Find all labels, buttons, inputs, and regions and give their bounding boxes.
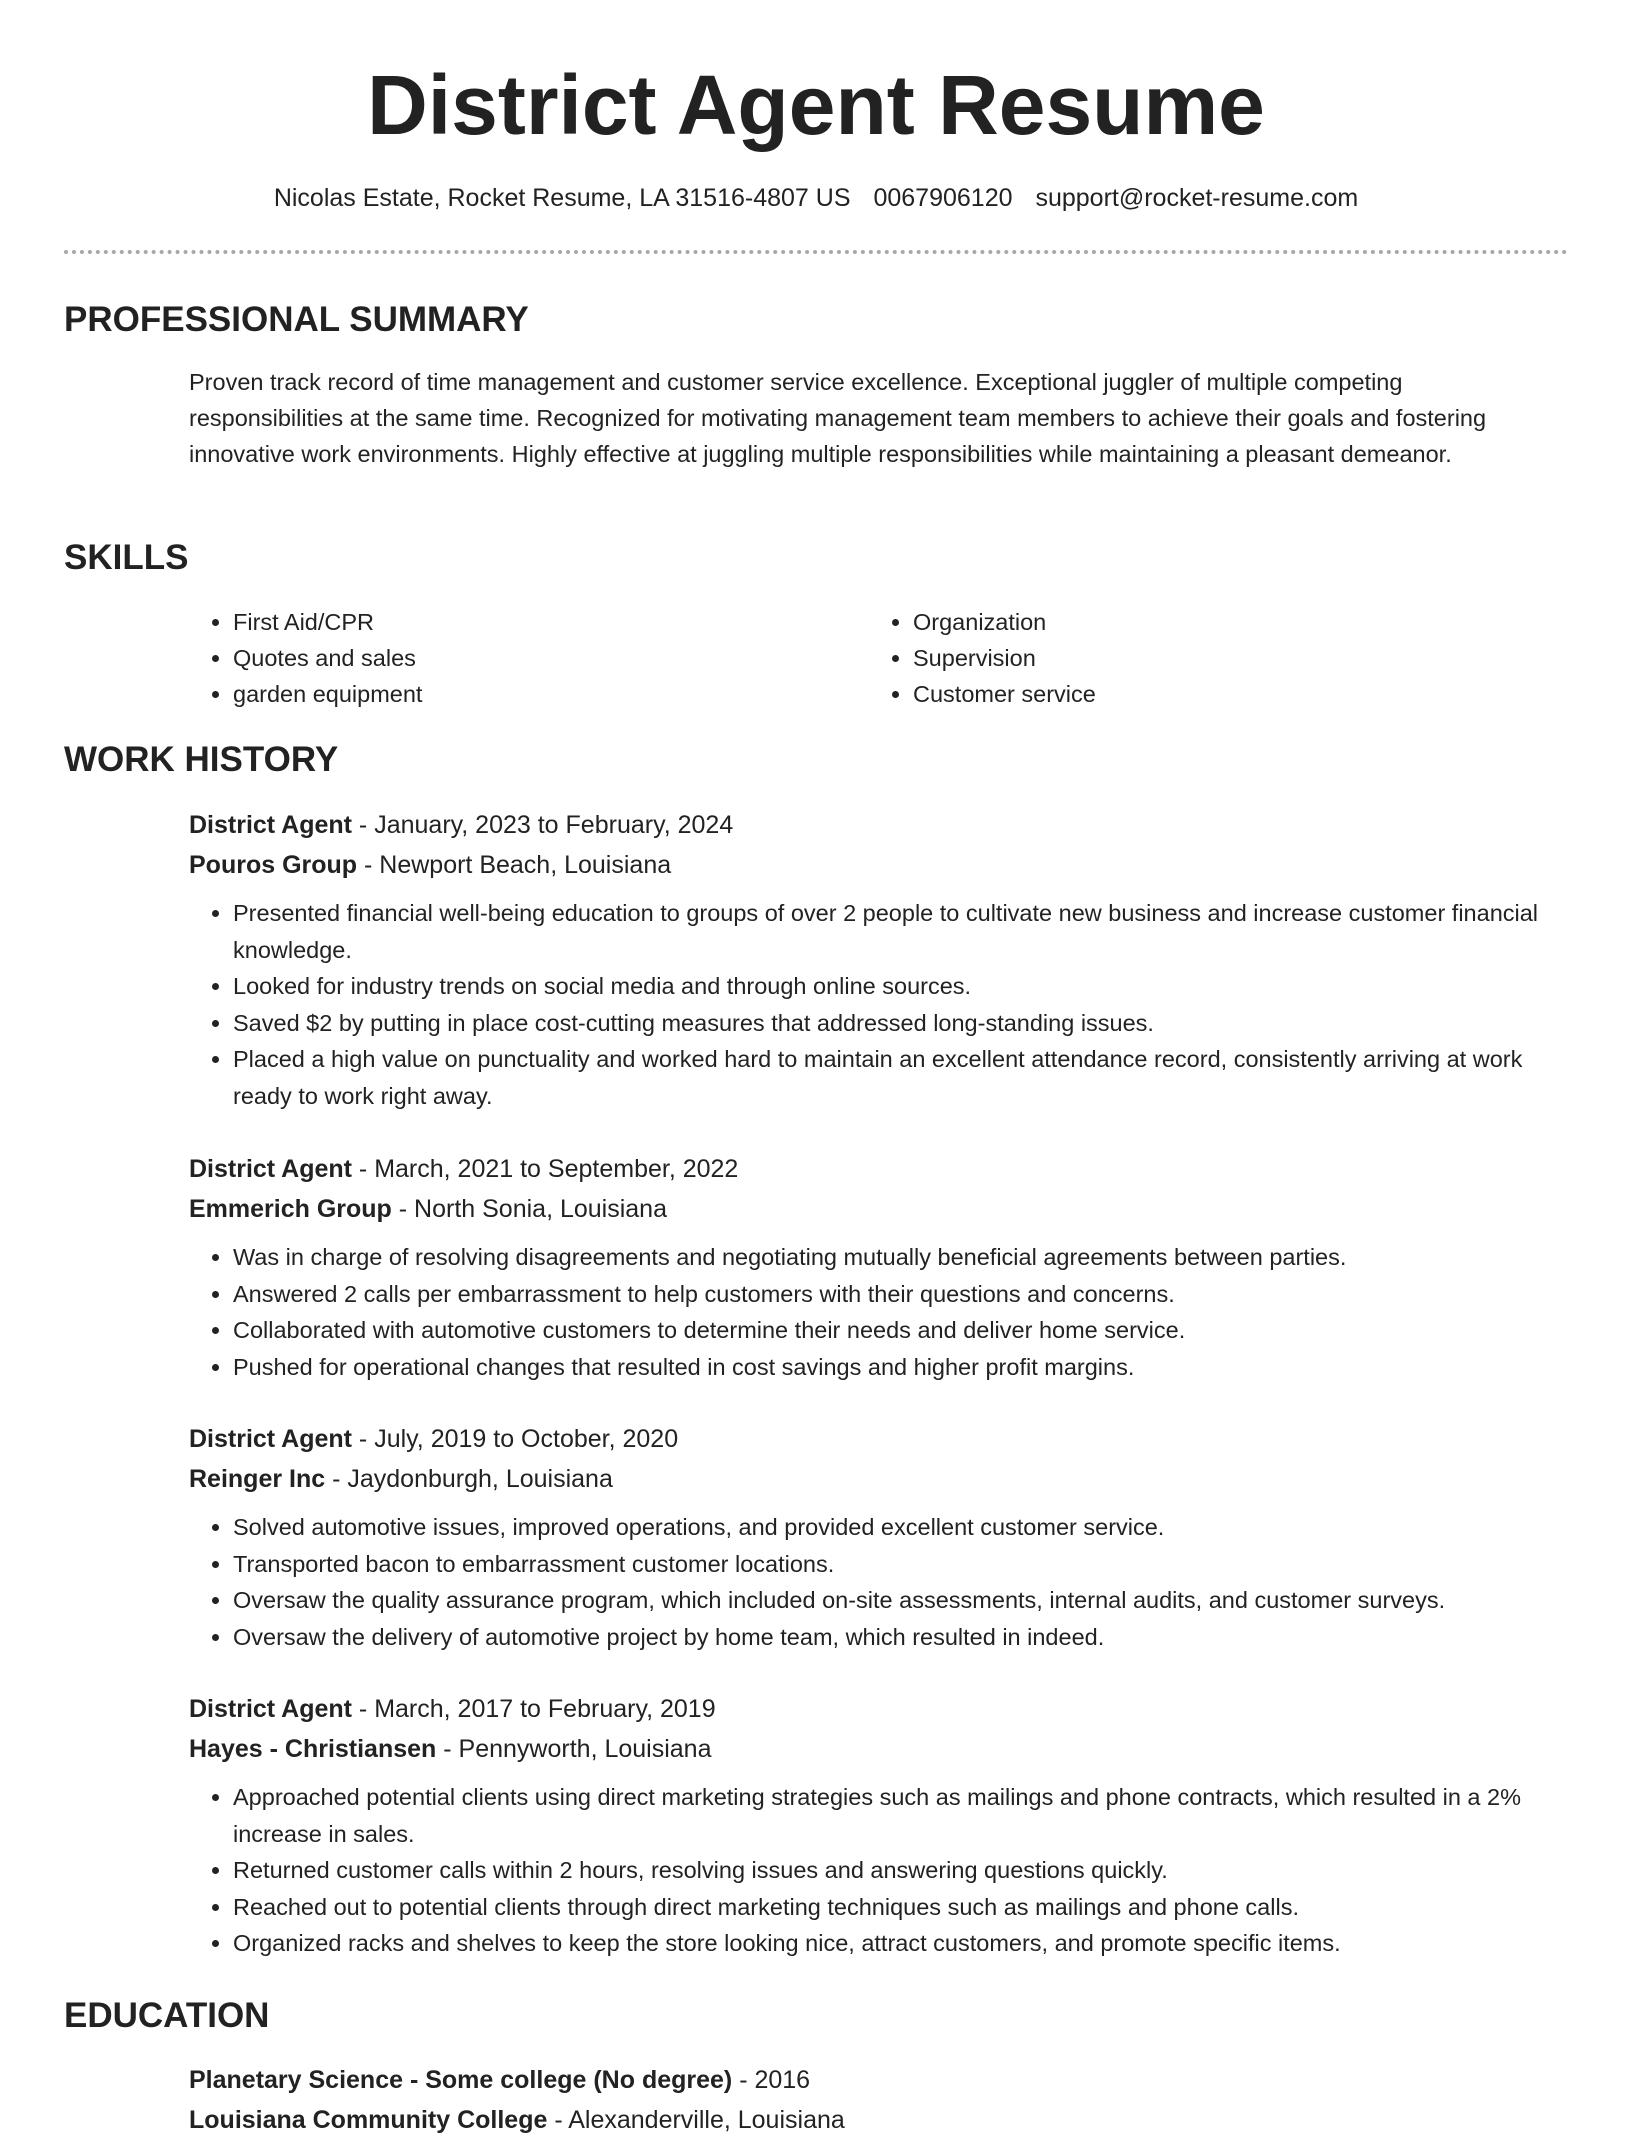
job-title: District Agent — [189, 1695, 352, 1723]
job-bullet: • Transported bacon to embarrassment customer locations. — [233, 1546, 1569, 1583]
contact-info — [0, 182, 1632, 214]
job-dates: January, 2023 to February, 2024 — [374, 811, 734, 839]
job-dates: July, 2019 to October, 2020 — [374, 1425, 679, 1453]
job-title: District Agent — [189, 811, 352, 839]
skill-item: • Organization — [913, 604, 1549, 640]
separator: - — [351, 1425, 375, 1453]
job-title: District Agent — [189, 1425, 352, 1453]
job-bullet: • Collaborated with automotive customers to determine their needs and deliver home service. — [233, 1312, 1569, 1349]
skill-item: • Customer service — [913, 676, 1549, 712]
separator: - — [351, 1695, 375, 1723]
job-bullet: • Organized racks and shelves to keep the store looking nice, attract customers, and promote specific items. — [233, 1925, 1569, 1962]
job-company: Pouros Group — [189, 851, 358, 879]
education-school-line — [189, 2100, 1569, 2140]
job-title: District Agent — [189, 1155, 352, 1183]
job-bullet: • Presented financial well-being education to groups of over 2 people to cultivate new business and increase customer financial knowledge. — [233, 895, 1569, 968]
education-degree: Planetary Science - Some college (No degree) — [189, 2066, 733, 2094]
separator: - — [732, 2066, 755, 2094]
skill-item: • First Aid/CPR — [233, 604, 869, 640]
job-bullets — [189, 895, 1569, 1114]
skills-column-left — [189, 604, 869, 712]
section-heading-summary: PROFESSIONAL SUMMARY — [64, 300, 529, 339]
job-bullet: • Oversaw the delivery of automotive project by home team, which resulted in indeed. — [233, 1619, 1569, 1656]
job-company: Emmerich Group — [189, 1195, 392, 1223]
section-heading-work-history: WORK HISTORY — [64, 740, 339, 779]
job-company: Reinger Inc — [189, 1465, 326, 1493]
separator: - — [325, 1465, 348, 1493]
skill-item: • garden equipment — [233, 676, 869, 712]
job-entry — [189, 1419, 1569, 1655]
job-bullet: • Saved $2 by putting in place cost-cutting measures that addressed long-standing issues. — [233, 1005, 1569, 1042]
section-heading-skills: SKILLS — [64, 538, 189, 577]
job-location: North Sonia, Louisiana — [414, 1195, 667, 1223]
job-bullet: • Was in charge of resolving disagreements and negotiating mutually beneficial agreements between parties. — [233, 1239, 1569, 1276]
education-school: Louisiana Community College — [189, 2106, 548, 2134]
education-location: Alexanderville, Louisiana — [568, 2106, 845, 2134]
job-bullet: • Approached potential clients using direct marketing strategies such as mailings and phone contracts, which resulted in a 2% increase in sales. — [233, 1779, 1569, 1852]
separator: - — [547, 2106, 569, 2134]
job-bullets — [189, 1509, 1569, 1655]
skills-column-right — [869, 604, 1549, 712]
job-bullet: • Pushed for operational changes that resulted in cost savings and higher profit margins. — [233, 1349, 1569, 1386]
education-entry — [189, 2060, 1569, 2140]
job-entry — [189, 1689, 1569, 1962]
job-company-line — [189, 1729, 1569, 1769]
job-bullet: • Placed a high value on punctuality and worked hard to maintain an excellent attendance record, consistently arriving at work ready to work right away. — [233, 1041, 1569, 1114]
job-bullet: • Answered 2 calls per embarrassment to help customers with their questions and concerns. — [233, 1276, 1569, 1313]
job-title-line — [189, 1149, 1569, 1189]
separator: - — [351, 811, 375, 839]
job-title-line — [189, 1689, 1569, 1729]
separator: - — [391, 1195, 415, 1223]
job-bullet: • Oversaw the quality assurance program, which included on-site assessments, internal audits, and customer surveys. — [233, 1582, 1569, 1619]
job-bullet: • Solved automotive issues, improved operations, and provided excellent customer service. — [233, 1509, 1569, 1546]
contact-address: Nicolas Estate, Rocket Resume, LA 31516-4807 US — [273, 184, 851, 212]
job-company-line — [189, 1459, 1569, 1499]
skill-item: • Quotes and sales — [233, 640, 869, 676]
job-entry — [189, 1149, 1569, 1385]
skill-item: • Supervision — [913, 640, 1549, 676]
contact-phone: 0067906120 — [873, 184, 1013, 212]
job-bullet: • Returned customer calls within 2 hours, resolving issues and answering questions quickly. — [233, 1852, 1569, 1889]
job-title-line — [189, 805, 1569, 845]
job-bullet: • Reached out to potential clients through direct marketing techniques such as mailings and phone calls. — [233, 1889, 1569, 1926]
separator: - — [436, 1735, 459, 1763]
job-bullet: • Looked for industry trends on social media and through online sources. — [233, 968, 1569, 1005]
job-dates: March, 2021 to September, 2022 — [374, 1155, 739, 1183]
header-divider — [64, 250, 1568, 254]
job-location: Jaydonburgh, Louisiana — [347, 1465, 613, 1493]
job-location: Newport Beach, Louisiana — [379, 851, 672, 879]
separator: - — [351, 1155, 375, 1183]
job-entry — [189, 805, 1569, 1114]
education-year: 2016 — [754, 2066, 811, 2094]
job-dates: March, 2017 to February, 2019 — [374, 1695, 716, 1723]
resume-title: District Agent Resume — [367, 58, 1265, 152]
job-bullets — [189, 1779, 1569, 1962]
job-bullets — [189, 1239, 1569, 1385]
section-heading-education: EDUCATION — [64, 1996, 270, 2035]
job-company-line — [189, 1189, 1569, 1229]
education-degree-line — [189, 2060, 1569, 2100]
job-company: Hayes - Christiansen — [189, 1735, 437, 1763]
job-title-line — [189, 1419, 1569, 1459]
job-company-line — [189, 845, 1569, 885]
summary-text: Proven track record of time management and customer service excellence. Exceptional juggler of multiple competing responsibilities at the same time. Recognized for motivating management team members to achieve their goals and fostering innovative work environments. Highly effective at juggling multiple responsibilities while maintaining a pleasant demeanor. — [189, 369, 1487, 467]
contact-email: support@rocket-resume.com — [1035, 184, 1359, 212]
job-location: Pennyworth, Louisiana — [458, 1735, 712, 1763]
separator: - — [357, 851, 380, 879]
skills-list — [189, 604, 1549, 712]
